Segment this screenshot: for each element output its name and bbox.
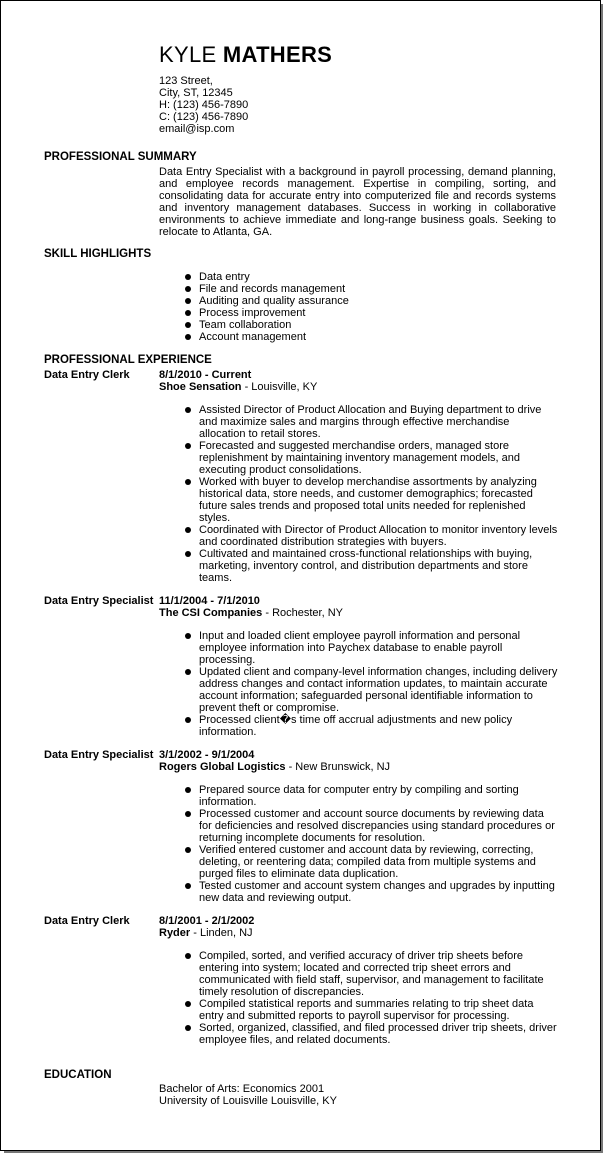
- job-company: [159, 761, 390, 773]
- job-bullet: Input and loaded client employee payroll information and personal employee information into Paychex database to enable payroll processing.: [183, 630, 558, 666]
- job-company: [159, 607, 343, 619]
- job-bullet: Forecasted and suggested merchandise orders, managed store replenishment by maintaining inventory management models, and executing product consolidations.: [183, 440, 558, 476]
- school: University of Louisville Louisville, KY: [159, 1095, 337, 1107]
- company-location: - Rochester, NY: [262, 607, 343, 619]
- company-name: The CSI Companies: [159, 607, 263, 619]
- skill-item: Team collaboration: [183, 319, 558, 331]
- job-bullet: Verified entered customer and account data by reviewing, correcting, deleting, or reentering data; compiled data from multiple systems and purged files to eliminate data duplication.: [183, 844, 558, 880]
- job-bullet: Cultivated and maintained cross-functional relationships with buying, marketing, inventory control, and distribution departments and store teams.: [183, 548, 558, 584]
- job-bullets: [183, 784, 558, 904]
- company-location: - Louisville, KY: [241, 381, 318, 393]
- job-dates: 8/1/2010 - Current: [159, 369, 252, 381]
- company-location: - New Brunswick, NJ: [285, 761, 391, 773]
- job-bullets: [183, 630, 558, 738]
- education-heading: EDUCATION: [44, 1069, 112, 1081]
- job-title: Data Entry Specialist: [44, 595, 154, 607]
- job-dates: 8/1/2001 - 2/1/2002: [159, 915, 255, 927]
- degree: Bachelor of Arts: Economics 2001: [159, 1083, 325, 1095]
- job-dates: 11/1/2004 - 7/1/2010: [159, 595, 260, 607]
- job-bullet: Coordinated with Director of Product Allocation to monitor inventory levels and coordinated distribution strategies with buyers.: [183, 524, 558, 548]
- job-bullet: Updated client and company-level information changes, including delivery address changes and contact information updates, to maintain accurate account information; safeguarded personal identifiable information to prevent theft or compromise.: [183, 666, 558, 714]
- email: email@isp.com: [159, 123, 235, 135]
- company-location: - Linden, NJ: [190, 927, 253, 939]
- company-name: Rogers Global Logistics: [159, 761, 286, 773]
- summary-text: Data Entry Specialist with a background in payroll processing, demand planning, and employee records management. Expertise in compiling, sorting, and consolidating data for accurate entry into computerized file and records systems and inventory management databases. Success in working in collaborative environments to achieve immediate and long-range business goals. Seeking to relocate to Atlanta, GA.: [159, 166, 556, 238]
- job-bullet: Sorted, organized, classified, and filed processed driver trip sheets, driver employee files, and related documents.: [183, 1022, 558, 1046]
- job-dates: 3/1/2002 - 9/1/2004: [159, 749, 255, 761]
- summary-heading: PROFESSIONAL SUMMARY: [44, 151, 197, 163]
- first-name: KYLE: [159, 42, 217, 67]
- address-line-2: City, ST, 12345: [159, 87, 233, 99]
- company-name: Ryder: [159, 927, 191, 939]
- skill-item: Data entry: [183, 271, 558, 283]
- address-line-1: 123 Street,: [159, 75, 213, 87]
- job-bullet: Processed client�s time off accrual adjustments and new policy information.: [183, 714, 558, 738]
- job-company: [159, 381, 317, 393]
- job-bullet: Assisted Director of Product Allocation and Buying department to drive and maximize sales and margins through effective merchandise allocation to retail stores.: [183, 404, 558, 440]
- job-bullet: Compiled statistical reports and summaries relating to trip sheet data entry and submitted reports to payroll supervisor for processing.: [183, 998, 558, 1022]
- job-company: [159, 927, 253, 939]
- home-phone: H: (123) 456-7890: [159, 99, 249, 111]
- candidate-name: [159, 42, 332, 68]
- company-name: Shoe Sensation: [159, 381, 242, 393]
- skill-item: Auditing and quality assurance: [183, 295, 558, 307]
- job-bullet: Tested customer and account system changes and upgrades by inputting new data and reviewing output.: [183, 880, 558, 904]
- skill-item: File and records management: [183, 283, 558, 295]
- job-bullet: Processed customer and account source documents by reviewing data for deficiencies and resolved discrepancies using standard procedures or returning incomplete documents for resolution.: [183, 808, 558, 844]
- contact-block: [159, 75, 459, 135]
- job-title: Data Entry Specialist: [44, 749, 154, 761]
- education-block: [159, 1083, 337, 1107]
- cell-phone: C: (123) 456-7890: [159, 111, 249, 123]
- skills-list: [183, 271, 558, 343]
- skill-item: Process improvement: [183, 307, 558, 319]
- job-bullets: [183, 404, 558, 584]
- job-bullet: Compiled, sorted, and verified accuracy of driver trip sheets before entering into system; located and corrected trip sheet errors and communicated with field staff, supervisor, and management to facilitate timely resolution of discrepancies.: [183, 950, 558, 998]
- job-bullet: Worked with buyer to develop merchandise assortments by analyzing historical data, store needs, and customer demographics; forecasted future sales trends and proposed total units needed for replenished styles.: [183, 476, 558, 524]
- job-bullet: Prepared source data for computer entry by compiling and sorting information.: [183, 784, 558, 808]
- job-title: Data Entry Clerk: [44, 369, 130, 381]
- skills-heading: SKILL HIGHLIGHTS: [44, 248, 152, 260]
- job-title: Data Entry Clerk: [44, 915, 130, 927]
- skill-item: Account management: [183, 331, 558, 343]
- experience-heading: PROFESSIONAL EXPERIENCE: [44, 354, 212, 366]
- job-bullets: [183, 950, 558, 1046]
- last-name: MATHERS: [222, 42, 333, 67]
